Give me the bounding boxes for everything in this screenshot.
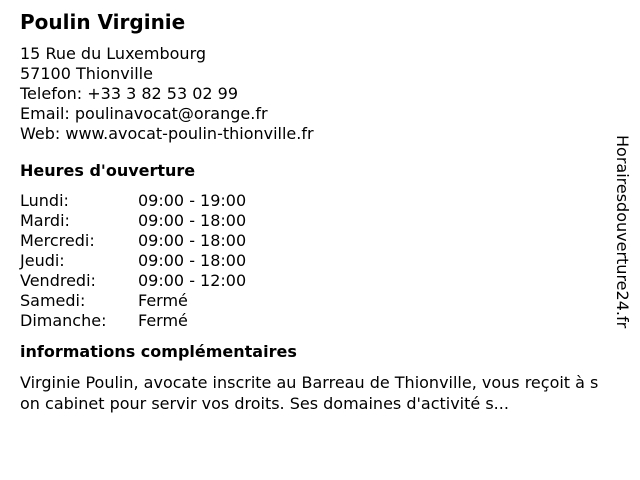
hours-row-jeudi xyxy=(20,251,600,271)
hours-row-vendredi xyxy=(20,271,600,291)
address-line-city: 57100 Thionville xyxy=(20,64,153,83)
additional-info-heading: informations complémentaires xyxy=(20,342,297,361)
email-text: Email: poulinavocat@orange.fr xyxy=(20,104,268,123)
hours-day: Mardi: xyxy=(20,211,70,230)
hours-row-dimanche xyxy=(20,311,600,331)
hours-time: 09:00 - 19:00 xyxy=(138,191,247,210)
hours-day: Lundi: xyxy=(20,191,69,210)
business-card xyxy=(20,9,600,414)
hours-time: Fermé xyxy=(138,311,188,330)
website-text: Web: www.avocat-poulin-thionville.fr xyxy=(20,124,314,143)
hours-day: Samedi: xyxy=(20,291,86,310)
site-watermark xyxy=(612,135,634,345)
hours-time: 09:00 - 18:00 xyxy=(138,251,247,270)
hours-day: Jeudi: xyxy=(20,251,65,270)
hours-time: 09:00 - 18:00 xyxy=(138,211,247,230)
hours-row-mardi xyxy=(20,211,600,231)
watermark-text: Horairesdouverture24.fr xyxy=(613,135,632,329)
hours-day: Dimanche: xyxy=(20,311,107,330)
hours-row-mercredi xyxy=(20,231,600,251)
hours-day: Vendredi: xyxy=(20,271,96,290)
phone-text: Telefon: +33 3 82 53 02 99 xyxy=(20,84,239,103)
hours-row-samedi xyxy=(20,291,600,311)
opening-hours-heading: Heures d'ouverture xyxy=(20,161,196,180)
business-name: Poulin Virginie xyxy=(20,10,186,34)
address-line-street: 15 Rue du Luxembourg xyxy=(20,44,207,63)
hours-time: 09:00 - 12:00 xyxy=(138,271,247,290)
hours-time: Fermé xyxy=(138,291,188,310)
additional-info-text: Virginie Poulin, avocate inscrite au Barreau de Thionville, vous reçoit à son cabinet pour servir vos droits. Ses domaines d'activité s... xyxy=(20,373,599,413)
hours-time: 09:00 - 18:00 xyxy=(138,231,247,250)
hours-day: Mercredi: xyxy=(20,231,95,250)
hours-row-lundi xyxy=(20,191,600,211)
